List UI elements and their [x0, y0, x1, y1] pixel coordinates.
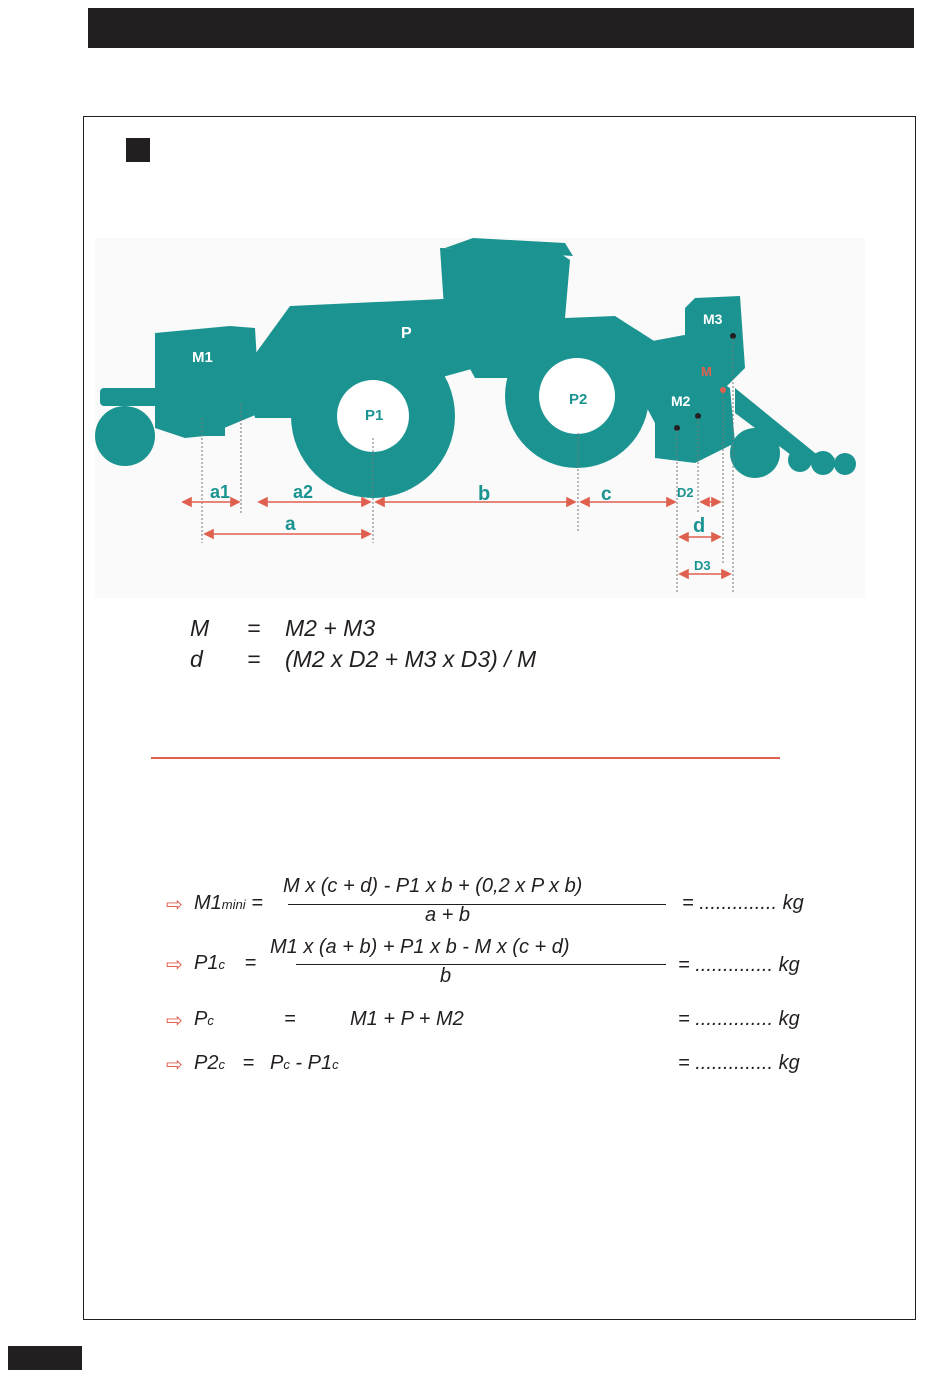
formula-m1-numerator: M x (c + d) - P1 x b + (0,2 x P x b) [283, 875, 583, 897]
label-m2: M2 [671, 393, 691, 409]
arrow-icon: ⇨ [166, 1054, 183, 1076]
fraction-bar [288, 904, 666, 905]
formula-p2c-lhs: P2c = [194, 1052, 255, 1074]
formula-p1c-lhs: P1c = [194, 952, 257, 974]
section-marker [126, 138, 150, 162]
formula-pc-eq: = [284, 1008, 296, 1030]
dim-d2: D2 [677, 485, 694, 500]
label-m: M [701, 364, 712, 379]
formula-m1-result: = .............. kg [682, 892, 804, 914]
header-bar [88, 8, 914, 48]
dim-a2: a2 [293, 482, 314, 502]
dim-a: a [285, 514, 296, 535]
page-footer-tab [8, 1346, 82, 1370]
dim-c: c [601, 484, 612, 505]
formula-p2c-expr: Pc - P1c [270, 1052, 339, 1074]
formula-p1c-denominator: b [440, 965, 452, 987]
press-wheel-1 [788, 448, 812, 472]
label-p1: P1 [365, 407, 384, 424]
def-d-lhs: d [190, 646, 203, 672]
def-m-rhs: M2 + M3 [285, 615, 376, 641]
def-m-lhs: M [190, 615, 210, 641]
formula-m1-denominator: a + b [425, 904, 471, 926]
label-p: P [401, 325, 412, 342]
fraction-bar [296, 964, 666, 965]
front-support-wheel [95, 406, 155, 466]
dim-d3: D3 [694, 558, 711, 573]
m-point [720, 387, 726, 393]
formula-p1c-result: = .............. kg [678, 954, 800, 976]
formula-m1-lhs: M1mini = [194, 892, 263, 914]
formula-pc-lhs: Pc [194, 1008, 214, 1030]
arrow-icon: ⇨ [166, 954, 183, 976]
label-m1: M1 [192, 349, 213, 366]
formula-p1c-numerator: M1 x (a + b) + P1 x b - M x (c + d) [270, 936, 570, 958]
def-d-eq: = [247, 646, 261, 672]
arrow-icon: ⇨ [166, 894, 183, 916]
def-d-rhs: (M2 x D2 + M3 x D3) / M [285, 646, 537, 672]
press-wheel-3 [834, 453, 856, 475]
formula-pc-expr: M1 + P + M2 [350, 1008, 464, 1030]
tractor-weight-diagram [95, 238, 865, 598]
formula-pc-result: = .............. kg [678, 1008, 800, 1030]
label-p2: P2 [569, 391, 588, 408]
press-wheel-2 [811, 451, 835, 475]
formula-p2c-result: = .............. kg [678, 1052, 800, 1074]
dim-b: b [478, 483, 491, 505]
separator-line [151, 757, 780, 759]
dim-d: d [693, 515, 706, 537]
arrow-icon: ⇨ [166, 1010, 183, 1032]
label-m3: M3 [703, 311, 723, 327]
dim-a1: a1 [210, 482, 231, 502]
def-m-eq: = [247, 615, 261, 641]
